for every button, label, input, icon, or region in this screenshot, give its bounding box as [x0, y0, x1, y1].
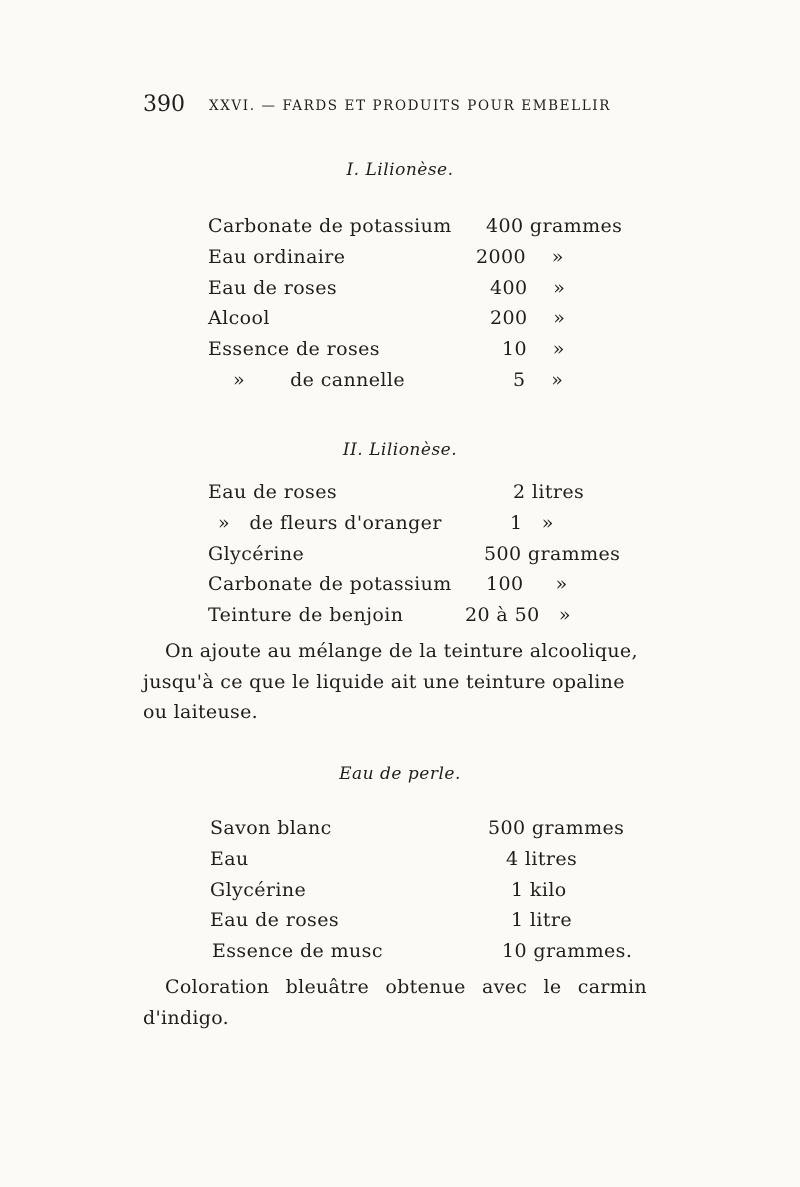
paragraph-line: Coloration bleuâtre obtenue avec le carmin	[165, 976, 647, 998]
ingredient-quantity: 20 à 50 »	[465, 604, 571, 627]
ingredient-quantity: 400 »	[490, 276, 566, 299]
section-title-eau-de-perle: Eau de perle.	[339, 764, 461, 784]
ingredient-row	[208, 512, 648, 543]
ingredient-quantity: 2000 »	[476, 245, 564, 268]
ingredient-row	[208, 277, 648, 308]
ingredient-quantity: 1 »	[510, 511, 554, 534]
section-title-lilionese-1: I. Lilionèse.	[346, 160, 454, 180]
ingredient-quantity: 500 grammes	[484, 542, 621, 565]
paragraph-line: ou laiteuse.	[143, 701, 258, 723]
ingredient-row	[208, 246, 648, 277]
ingredient-row	[208, 307, 648, 338]
ingredient-name: Eau de roses	[208, 276, 337, 299]
section-title-lilionese-2: II. Lilionèse.	[342, 440, 458, 460]
ingredient-quantity: 2 litres	[513, 481, 585, 503]
ingredient-quantity: 5 »	[513, 368, 564, 391]
ingredient-row	[208, 215, 648, 246]
recipe-lilionese-2	[208, 481, 648, 635]
ingredient-quantity: 400 grammes	[486, 215, 623, 237]
page-number: 390	[143, 92, 185, 117]
ingredient-name: Eau	[210, 847, 249, 870]
ingredient-name: Essence de musc	[212, 940, 383, 963]
ingredient-name: Glycérine	[210, 878, 307, 901]
ingredient-name: » de fleurs d'oranger	[218, 511, 442, 534]
ingredient-quantity: 100 »	[486, 573, 568, 596]
ingredient-name: » de cannelle	[233, 368, 406, 391]
ingredient-name: Glycérine	[208, 542, 305, 565]
ingredient-row	[208, 481, 648, 512]
ingredient-name: Carbonate de potassium	[208, 215, 452, 237]
ingredient-row	[208, 909, 648, 940]
ingredient-name: Savon blanc	[210, 817, 332, 839]
ingredient-name: Alcool	[208, 307, 270, 330]
ingredient-name: Eau ordinaire	[208, 245, 346, 268]
ingredient-quantity: 10 »	[502, 338, 565, 361]
paragraph-line: On ajoute au mélange de la teinture alcoolique,	[165, 640, 638, 662]
ingredient-row	[208, 879, 648, 910]
page-header	[143, 92, 643, 122]
ingredient-quantity: 1 litre	[511, 909, 573, 932]
running-head: XXVI. — FARDS ET PRODUITS POUR EMBELLIR	[209, 98, 611, 114]
ingredient-name: Teinture de benjoin	[208, 604, 404, 627]
ingredient-row	[208, 940, 648, 971]
ingredient-name: Eau de roses	[210, 909, 339, 932]
ingredient-quantity: 10 grammes.	[502, 940, 633, 963]
recipe-lilionese-1	[208, 215, 648, 400]
recipe-eau-de-perle	[208, 817, 648, 971]
ingredient-name: Carbonate de potassium	[208, 573, 452, 596]
ingredient-row	[208, 338, 648, 369]
ingredient-quantity: 500 grammes	[488, 817, 625, 839]
ingredient-quantity: 200 »	[490, 307, 566, 330]
ingredient-quantity: 1 kilo	[511, 878, 567, 901]
paragraph-line: jusqu'à ce que le liquide ait une teinture opaline	[143, 670, 625, 693]
ingredient-name: Essence de roses	[208, 338, 380, 361]
ingredient-row	[208, 573, 648, 604]
paragraph-eau-de-perle	[143, 972, 668, 1033]
ingredient-row	[208, 817, 648, 848]
paragraph-line: d'indigo.	[143, 1006, 229, 1029]
ingredient-row	[208, 543, 648, 574]
paragraph-lilionese-2	[143, 636, 668, 728]
ingredient-name: Eau de roses	[208, 481, 337, 503]
ingredient-quantity: 4 litres	[506, 847, 578, 870]
ingredient-row	[208, 369, 648, 400]
ingredient-row	[208, 848, 648, 879]
ingredient-row	[208, 604, 648, 635]
